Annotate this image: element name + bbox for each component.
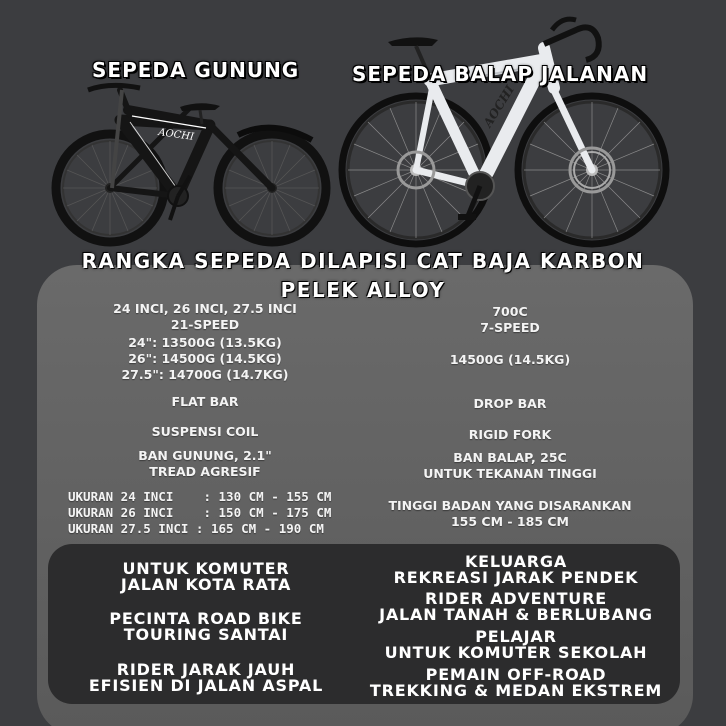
usage-left-3	[56, 662, 356, 694]
road-bike-image	[330, 8, 675, 248]
mtb-weight-275: 27.5": 14700G (14.7KG)	[121, 367, 289, 382]
usage-left-2-title: PECINTA ROAD BIKE	[109, 609, 303, 628]
usage-left-2	[56, 611, 356, 643]
usage-right-2-title: RIDER ADVENTURE	[425, 589, 607, 608]
road-drop-handlebar	[544, 27, 599, 60]
road-height-range: 155 CM - 185 CM	[450, 514, 569, 529]
mtb-tire-line-2: TREAD AGRESIF	[149, 464, 261, 479]
mtb-tire-type	[60, 448, 350, 480]
usage-right-3-title: PELAJAR	[475, 627, 557, 646]
mtb-weight-26: 26": 14500G (14.5KG)	[128, 351, 282, 366]
usage-right-2	[360, 591, 672, 623]
road-bike-heading: SEPEDA BALAP JALANAN	[352, 62, 649, 86]
usage-right-3-desc: UNTUK KOMUTER SEKOLAH	[384, 643, 648, 662]
road-height-label: TINGGI BADAN YANG DISARANKAN	[388, 498, 632, 513]
usage-right-2-desc: JALAN TANAH & BERLUBANG	[379, 605, 653, 624]
road-fork-type: RIGID FORK	[468, 427, 552, 442]
mountain-bike-image	[50, 80, 340, 250]
mtb-wheel-size: 24 INCI, 26 INCI, 27.5 INCI	[113, 301, 297, 316]
usage-left-1-desc: JALAN KOTA RATA	[120, 575, 292, 594]
mtb-handlebar	[88, 85, 140, 90]
mtb-saddle	[180, 103, 220, 111]
road-frame-logo: Aochi	[480, 82, 518, 130]
mtb-size-275: UKURAN 27.5 INCI : 165 CM - 190 CM	[68, 521, 324, 536]
usage-right-1	[360, 554, 672, 586]
road-wheel-size: 700C	[492, 304, 528, 319]
road-wheel-speed	[370, 304, 650, 336]
usage-left-2-desc: TOURING SANTAI	[123, 625, 289, 644]
road-weight: 14500G (14.5KG)	[449, 352, 571, 367]
usage-left-3-desc: EFISIEN DI JALAN ASPAL	[88, 676, 324, 695]
road-speed: 7-SPEED	[480, 320, 540, 335]
mtb-handlebar-type: FLAT BAR	[171, 394, 239, 409]
usage-right-4-title: PEMAIN OFF-ROAD	[425, 665, 607, 684]
mtb-weights	[60, 335, 350, 383]
road-handlebar-type: DROP BAR	[473, 396, 547, 411]
mtb-frame-logo: Aochi	[157, 127, 195, 143]
frame-material-banner: RANGKA SEPEDA DILAPISI CAT BAJA KARBON	[81, 249, 645, 273]
mtb-size-26: UKURAN 26 INCI : 150 CM - 175 CM	[68, 505, 332, 520]
mtb-tire-line-1: BAN GUNUNG, 2.1"	[138, 448, 272, 463]
mountain-bike-heading: SEPEDA GUNUNG	[92, 58, 300, 82]
rim-material-banner: PELEK ALLOY	[280, 278, 446, 302]
usage-right-1-desc: REKREASI JARAK PENDEK	[393, 568, 639, 587]
road-rider-height	[370, 498, 650, 530]
usage-right-4	[360, 667, 672, 699]
usage-right-1-title: KELUARGA	[464, 552, 568, 571]
mtb-size-24: UKURAN 24 INCI : 130 CM - 155 CM	[68, 489, 332, 504]
usage-right-4-desc: TREKKING & MEDAN EKSTREM	[369, 681, 663, 700]
mtb-weight-24: 24": 13500G (13.5KG)	[128, 335, 282, 350]
usage-left-1-title: UNTUK KOMUTER	[122, 559, 290, 578]
mtb-wheel-speed	[60, 301, 350, 333]
road-tire-line-1: BAN BALAP, 25C	[453, 450, 567, 465]
usage-left-3-title: RIDER JARAK JAUH	[116, 660, 296, 679]
road-tire-type	[370, 450, 650, 482]
usage-right-3	[360, 629, 672, 661]
usage-left-1	[56, 561, 356, 593]
road-tire-line-2: UNTUK TEKANAN TINGGI	[423, 466, 597, 481]
mtb-fork-type: SUSPENSI COIL	[151, 424, 259, 439]
road-saddle	[388, 37, 438, 46]
mtb-speed: 21-SPEED	[170, 317, 240, 332]
mtb-rider-height	[68, 489, 331, 537]
